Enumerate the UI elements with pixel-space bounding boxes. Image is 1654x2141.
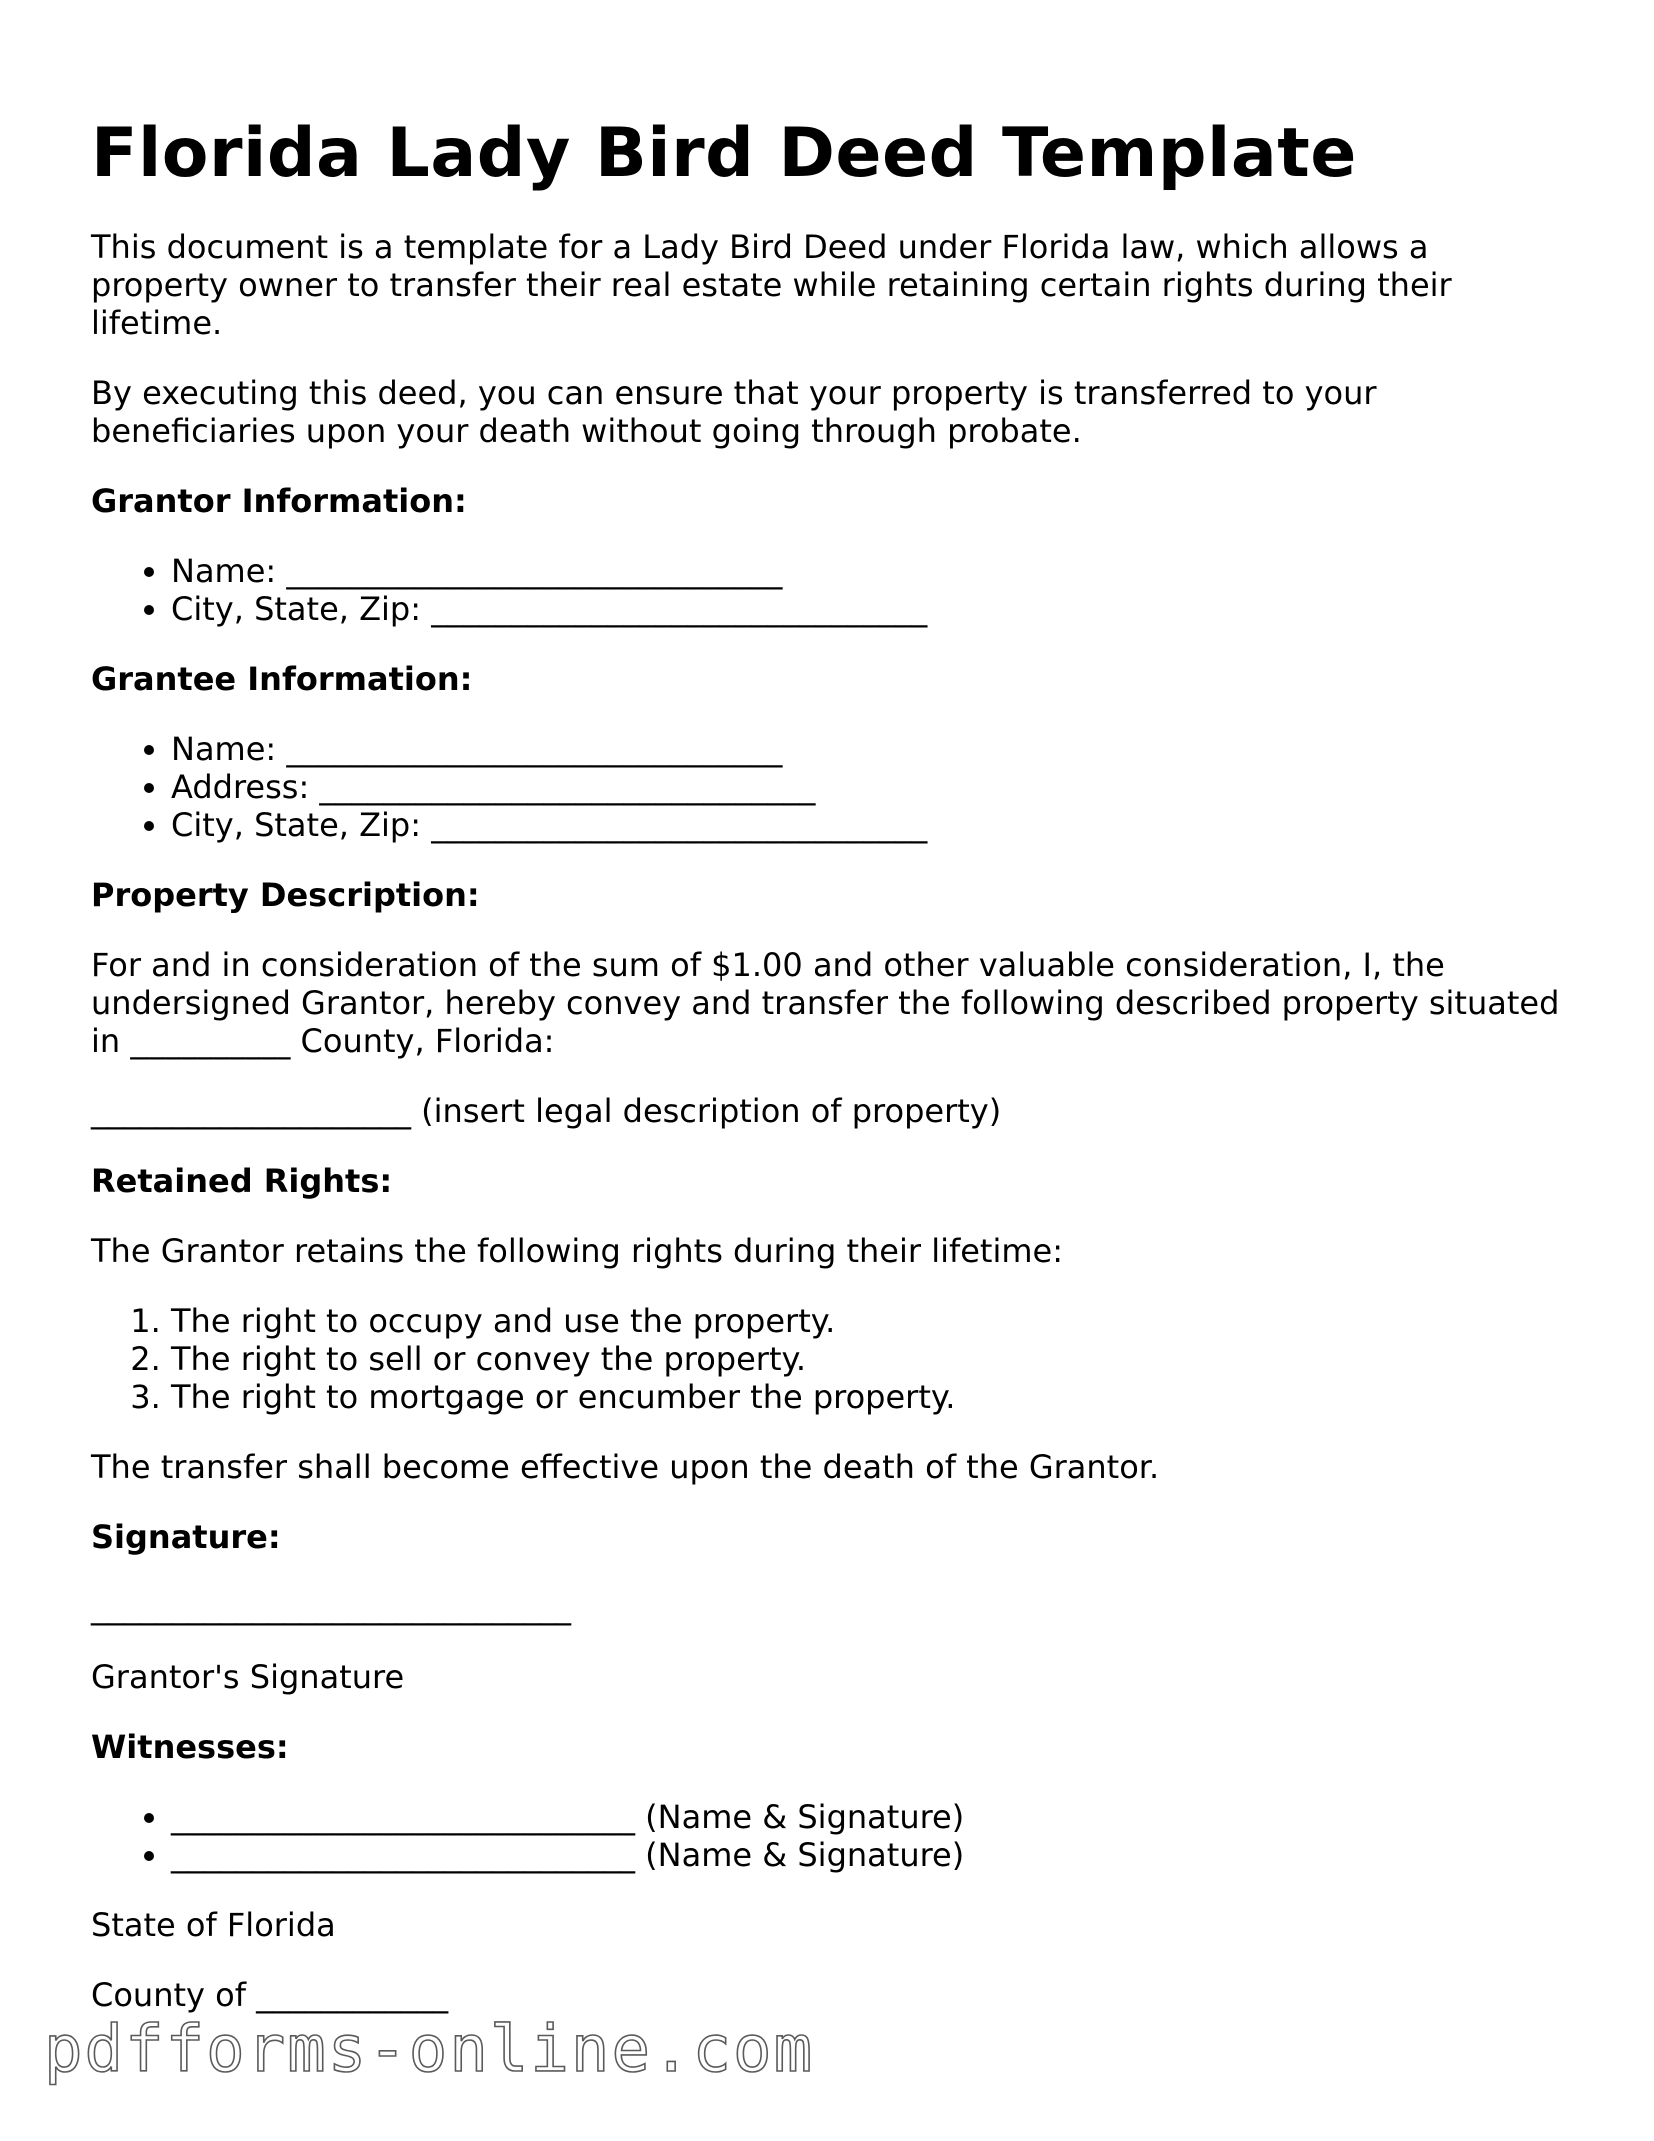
effective-statement: The transfer shall become effective upon the death of the Grantor. — [91, 1448, 1160, 1486]
property-text: For and in consideration of the sum of $1.00 and other valuable consideration, I, the undersigned Grantor, hereby convey and transfer the following described property situated in __________ County, Florida: — [91, 946, 1560, 1060]
grantor-list — [91, 552, 1571, 628]
retained-heading: Retained Rights: — [91, 1162, 393, 1200]
retained-intro: The Grantor retains the following rights during their lifetime: — [91, 1232, 1063, 1270]
witness-2-line: • _____________________________ (Name & Signature) — [171, 1836, 1571, 1874]
grantee-name-field: • Name: _______________________________ — [171, 730, 1571, 768]
property-heading: Property Description: — [91, 876, 480, 914]
state-line: State of Florida — [91, 1906, 336, 1944]
watermark-text: pdfforms-online.com — [44, 2013, 815, 2087]
intro-paragraph-1: This document is a template for a Lady Bird Deed under Florida law, which allows a property owner to transfer their real estate while retaining certain rights during their lifetime. — [91, 228, 1452, 342]
property-legal-line: ____________________ (insert legal description of property) — [91, 1092, 1002, 1130]
retained-right-2: 2. The right to sell or convey the property. — [171, 1340, 1571, 1378]
county-line: County of ____________ — [91, 1976, 449, 2014]
grantee-heading: Grantee Information: — [91, 660, 473, 698]
grantee-city-field: • City, State, Zip: _______________________________ — [171, 806, 1571, 844]
grantor-name-field: • Name: _______________________________ — [171, 552, 1571, 590]
witnesses-heading: Witnesses: — [91, 1728, 289, 1766]
grantor-city-field: • City, State, Zip: _______________________________ — [171, 590, 1571, 628]
signature-heading: Signature: — [91, 1518, 281, 1556]
witness-1-line: • _____________________________ (Name & Signature) — [171, 1798, 1571, 1836]
witnesses-list — [91, 1798, 1571, 1874]
grantee-address-field: • Address: _______________________________ — [171, 768, 1571, 806]
grantor-heading: Grantor Information: — [91, 482, 467, 520]
retained-right-1: 1. The right to occupy and use the property. — [171, 1302, 1571, 1340]
retained-right-3: 3. The right to mortgage or encumber the property. — [171, 1378, 1571, 1416]
signature-line: ______________________________ — [91, 1588, 571, 1626]
document-title: Florida Lady Bird Deed Template — [91, 114, 1357, 193]
intro-paragraph-2: By executing this deed, you can ensure that your property is transferred to your beneficiaries upon your death without going through probate. — [91, 374, 1377, 450]
retained-list — [91, 1302, 1571, 1416]
signature-label: Grantor's Signature — [91, 1658, 405, 1696]
grantee-list — [91, 730, 1571, 844]
document-page — [91, 110, 1571, 2046]
